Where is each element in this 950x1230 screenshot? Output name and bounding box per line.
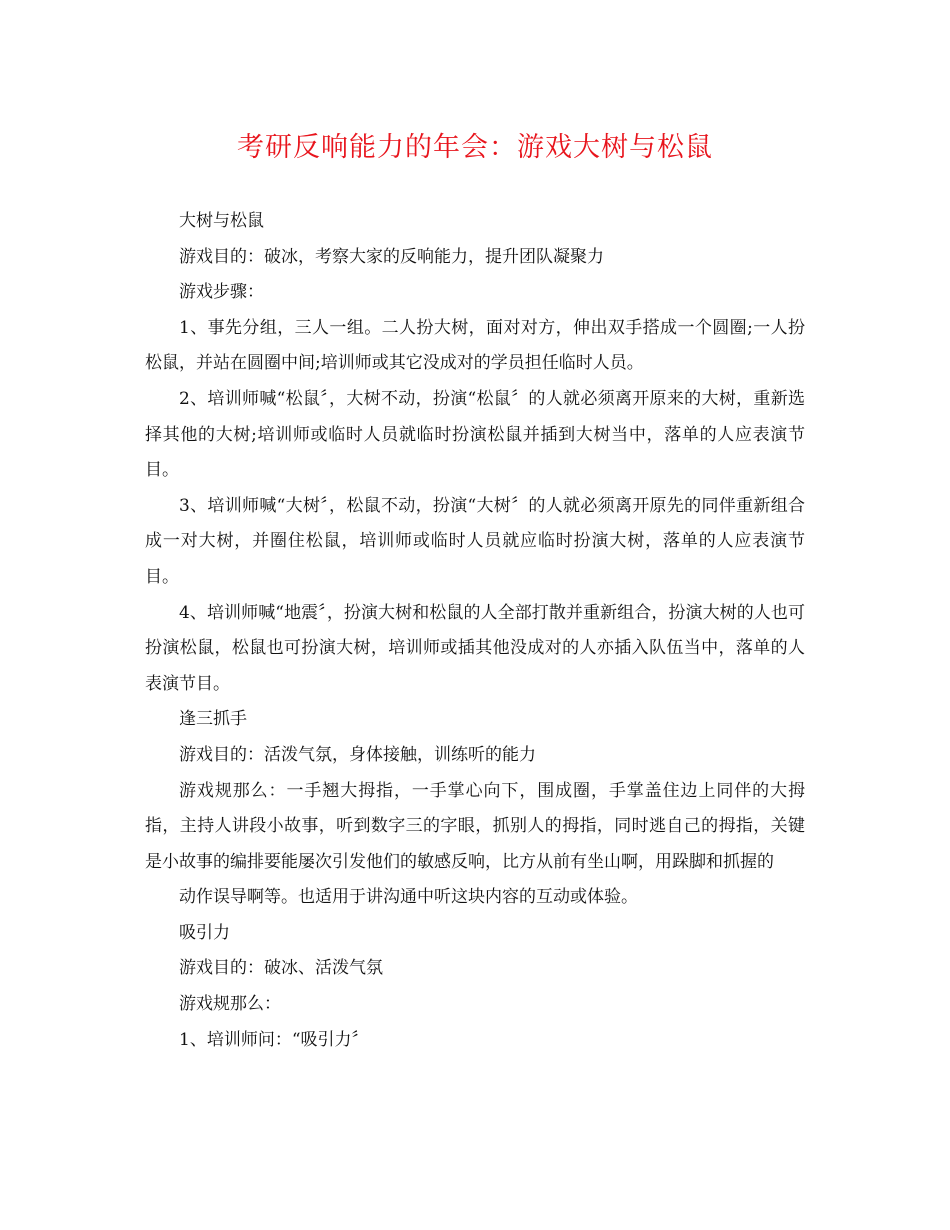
paragraph: 1、事先分组，三人一组。二人扮大树，面对对方，伸出双手搭成一个圆圈;一人扮松鼠，并站在圆圈中间;培训师或其它没成对的学员担任临时人员。 [145, 317, 805, 374]
paragraph: 动作误导啊等。也适用于讲沟通中听这块内容的互动或体验。 [179, 887, 638, 908]
paragraph: 游戏目的：破冰、活泼气氛 [179, 958, 383, 979]
paragraph: 1、培训师问：“吸引力〞 [179, 1029, 369, 1050]
section-heading: 吸引力 [179, 922, 230, 943]
document-body [145, 204, 805, 1058]
paragraph: 游戏步骤： [179, 282, 264, 303]
paragraph: 3、培训师喊“大树〞，松鼠不动，扮演“大树〞的人就必须离开原先的同伴重新组合成一对大树，并圈住松鼠，培训师或临时人员就应临时扮演大树，落单的人应表演节目。 [145, 495, 805, 587]
paragraph: 2、培训师喊“松鼠〞，大树不动，扮演“松鼠〞的人就必须离开原来的大树，重新选择其他的大树;培训师或临时人员就临时扮演松鼠并插到大树当中，落单的人应表演节目。 [145, 388, 805, 481]
paragraph: 游戏目的：活泼气氛，身体接触，训练听的能力 [179, 744, 536, 765]
section-heading: 大树与松鼠 [179, 211, 264, 231]
paragraph: 4、培训师喊“地震〞，扮演大树和松鼠的人全部打散并重新组合，扮演大树的人也可扮演松鼠，松鼠也可扮演大树，培训师或插其他没成对的人亦插入队伍当中，落单的人表演节目。 [145, 602, 805, 694]
paragraph: 游戏目的：破冰，考察大家的反响能力，提升团队凝聚力 [179, 246, 604, 267]
paragraph: 游戏规那么：一手翘大拇指，一手掌心向下，围成圈，手掌盖住边上同伴的大拇指，主持人讲段小故事，听到数字三的字眼，抓别人的拇指，同时逃自己的拇指，关键是小故事的编排要能屡次引发他们的敏感反响，比方从前有坐山啊，用跺脚和抓握的 [145, 780, 805, 872]
paragraph: 游戏规那么： [179, 994, 281, 1015]
document-title: 考研反响能力的年会：游戏大树与松鼠 [237, 132, 713, 163]
section-heading: 逢三抓手 [179, 709, 247, 730]
